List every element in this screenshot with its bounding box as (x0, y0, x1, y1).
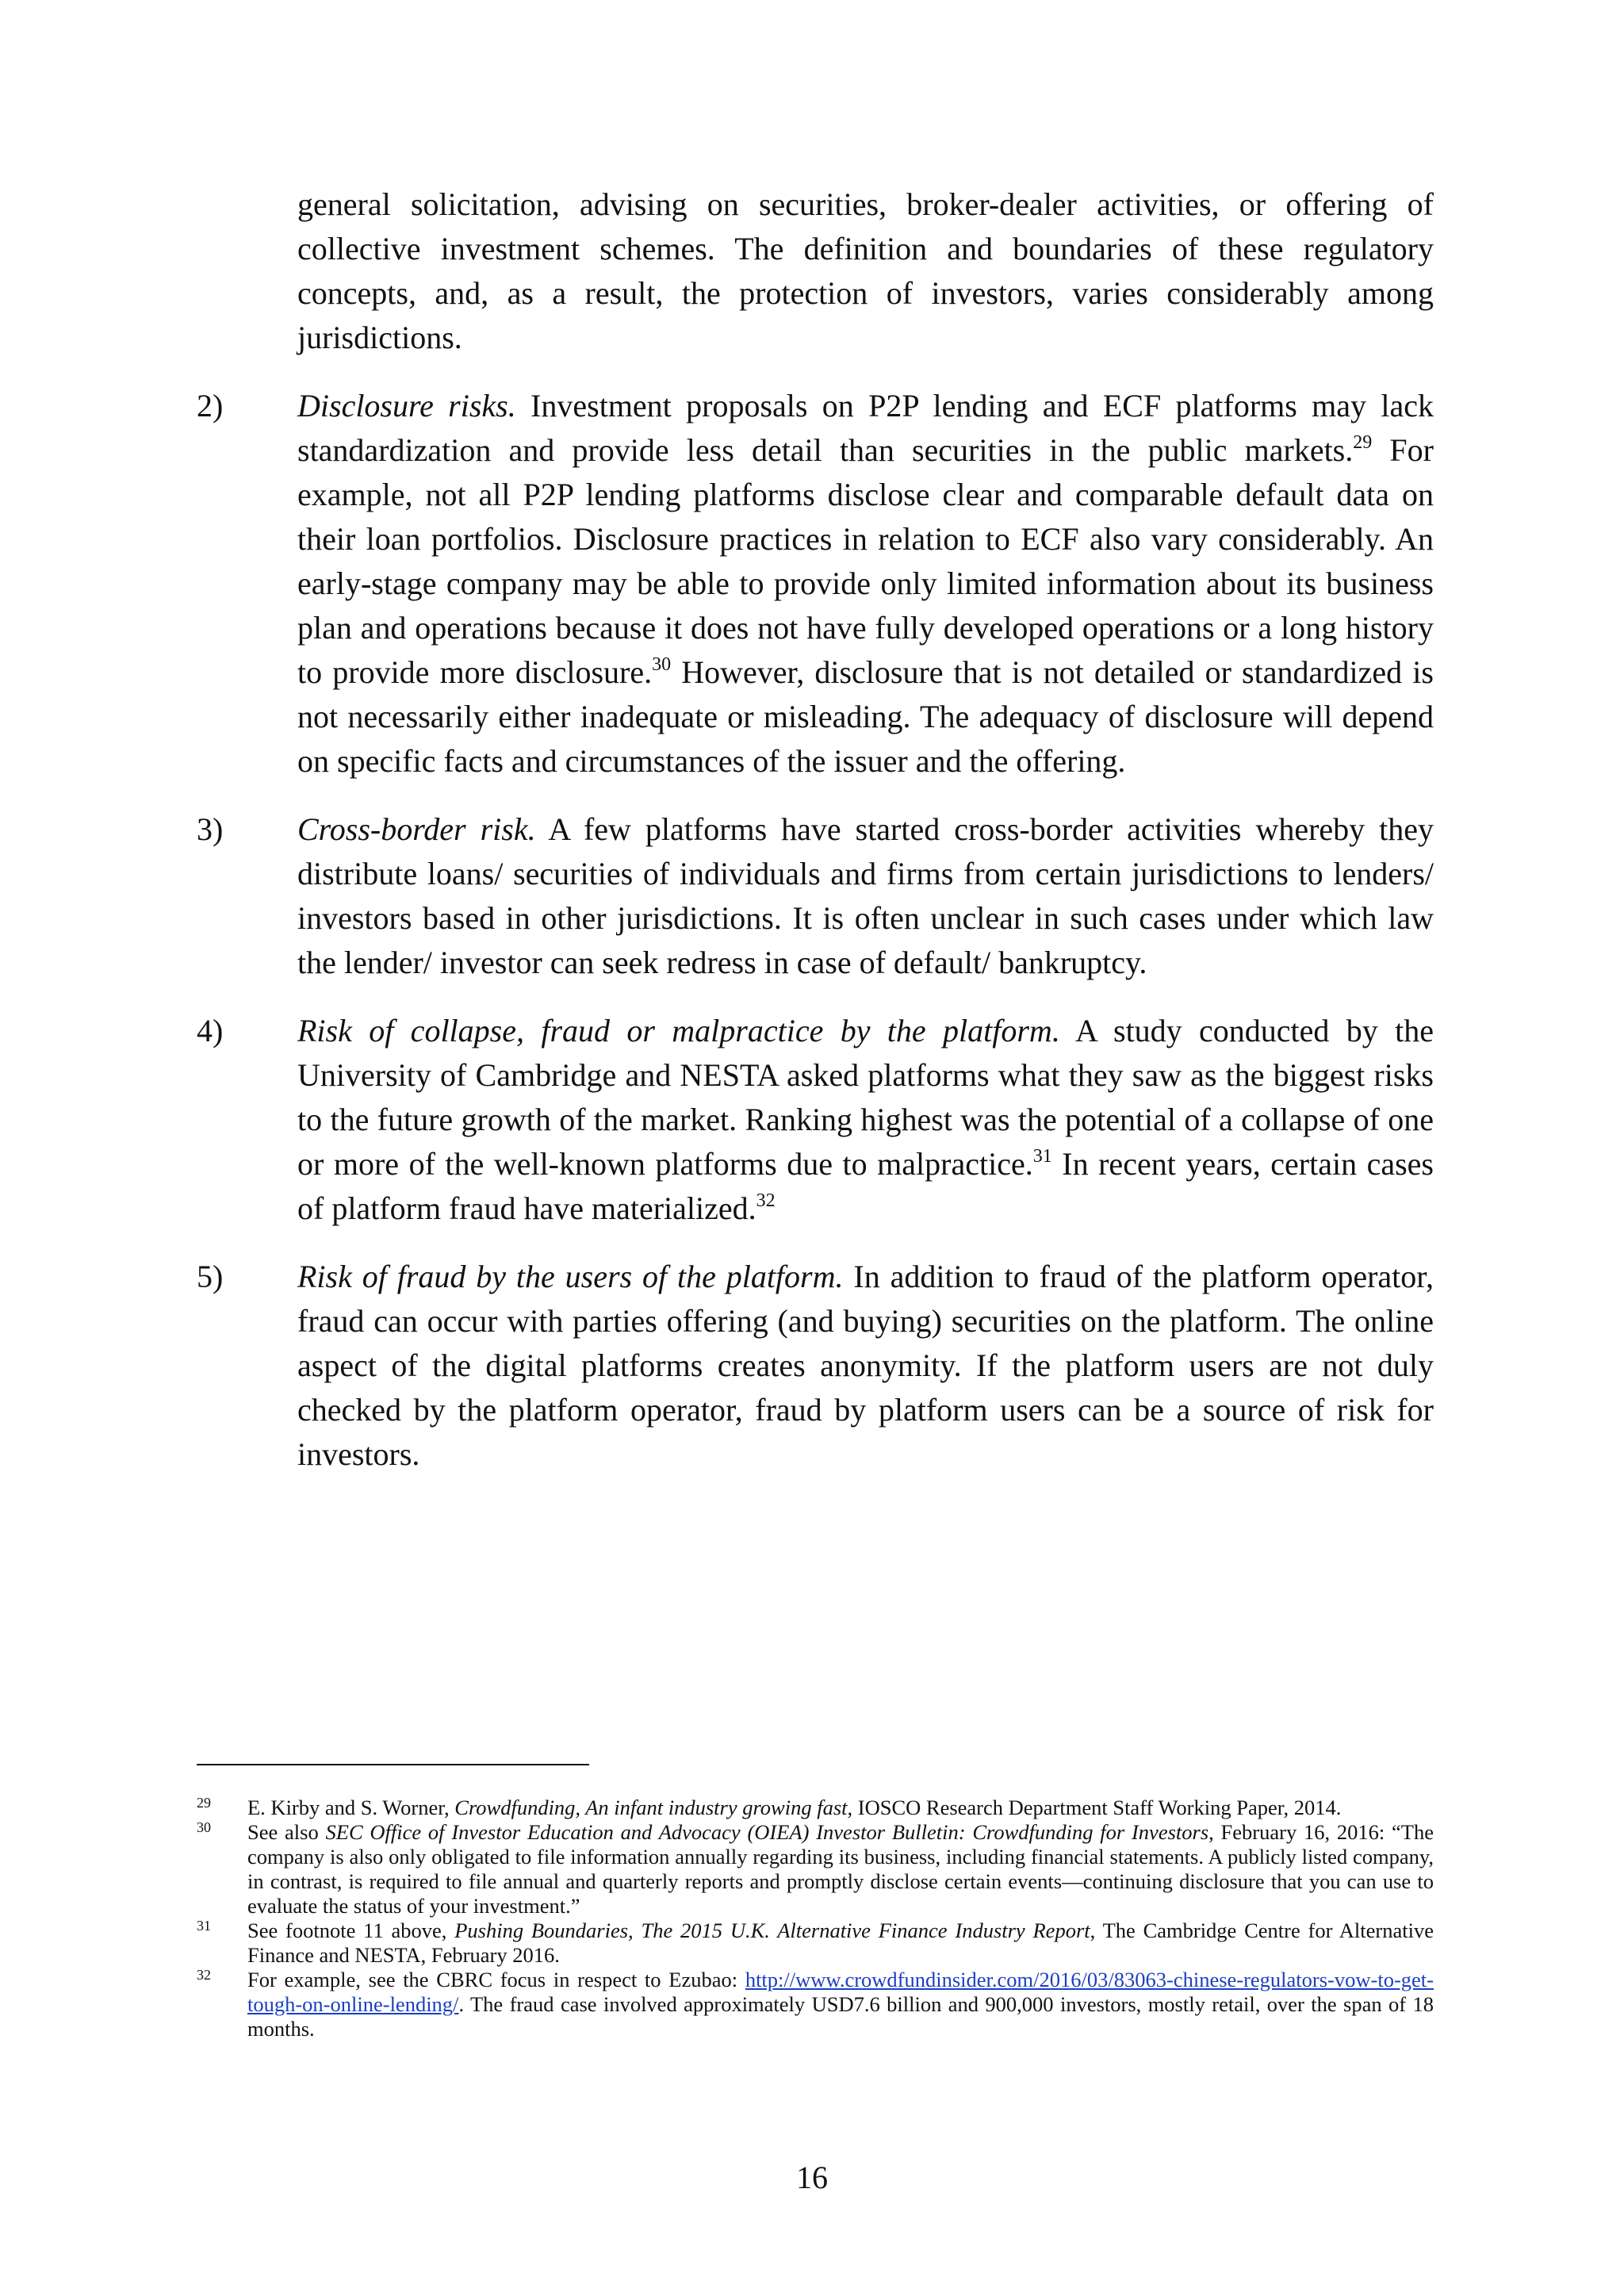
item-paragraph (297, 384, 1434, 784)
footnote-title: SEC Office of Investor Education and Advocacy (OIEA) Investor Bulletin: Crowdfunding for Investors (325, 1820, 1209, 1844)
footnote-number: 30 (197, 1819, 211, 1835)
item-paragraph (297, 1255, 1434, 1477)
footnote-number: 32 (197, 1967, 211, 1983)
footnote-text-part: E. Kirby and S. Worner, (247, 1796, 455, 1819)
list-item-user-fraud-risk (197, 1255, 1434, 1477)
footnote-number: 29 (197, 1795, 211, 1811)
footnote-text-part: , February 16, 2016: “The company is also only obligated to file information annually regarding its business, including financial statements. A publicly listed company, in contrast, is required to file annual and quarterly reports and promptly disclose certain events—continuing disclosure that you can use to evaluate the status of your investment.” (247, 1820, 1434, 1918)
page-number: 16 (796, 2160, 828, 2195)
footnote-ref-32[interactable]: 32 (756, 1190, 776, 1211)
list-item-cross-border-risk (197, 807, 1434, 985)
footnote-text-part: See footnote 11 above, (247, 1918, 455, 1942)
item-text: In recent years, certain cases of platform fraud have materialized. (297, 1146, 1434, 1226)
list-item-platform-collapse-risk (197, 1009, 1434, 1231)
item-number: 3) (197, 811, 224, 847)
footnote-text (247, 1796, 1434, 1820)
item-text: Investment proposals on P2P lending and ECF platforms may lack standardization and provide less detail than securities in the public markets. (297, 388, 1434, 468)
footnote-30 (197, 1820, 1434, 1918)
footnote-text (247, 1918, 1434, 1968)
footnote-ref-31[interactable]: 31 (1032, 1146, 1052, 1167)
footnote-text-part: , The Cambridge Centre for Alternative Finance and NESTA, February 2016. (247, 1918, 1434, 1967)
item-title: Disclosure risks. (297, 388, 516, 424)
footnote-ref-29[interactable]: 29 (1353, 432, 1373, 453)
list-item-disclosure-risks (197, 384, 1434, 784)
item-text: In addition to fraud of the platform operator, fraud can occur with parties offering (and buying) securities on the platform. The online aspect of the digital platforms creates anonymity. If the platform users are not duly checked by the platform operator, fraud by platform users can be a source of risk for investors. (297, 1259, 1434, 1472)
item-title: Risk of collapse, fraud or malpractice by the platform. (297, 1013, 1060, 1048)
item-paragraph (297, 807, 1434, 985)
footnote-text-part: . The fraud case involved approximately USD7.6 billion and 900,000 investors, mostly retail, over the span of 18 months. (247, 1992, 1434, 2041)
footnote-ref-30[interactable]: 30 (652, 654, 672, 675)
item-paragraph (297, 1009, 1434, 1231)
crowdfundinsider-link[interactable]: http://www.crowdfundinsider.com/2016/03/83063-chinese-regulators-vow-to-get-tough-on-online-lending/ (247, 1968, 1434, 2016)
item-text: For example, not all P2P lending platforms disclose clear and comparable default data on their loan portfolios. Disclosure practices in relation to ECF also vary considerably. An early-stage company may be able to provide only limited information about its business plan and operations because it does not have fully developed operations or a long history to provide more disclosure. (297, 432, 1434, 690)
footnote-title: Crowdfunding, An infant industry growing fast, (454, 1796, 853, 1819)
item-number: 4) (197, 1013, 224, 1048)
item-text: A few platforms have started cross-border activities whereby they distribute loans/ securities of individuals and firms from certain jurisdictions to lenders/ investors based in other jurisdictions. It is often unclear in such cases under which law the lender/ investor can seek redress in case of default/ bankruptcy. (297, 811, 1434, 980)
footnotes (197, 1796, 1434, 2041)
item-title: Cross-border risk. (297, 811, 536, 847)
footnote-text (247, 1820, 1434, 1918)
footnote-text-part: See also (247, 1820, 326, 1844)
intro-paragraph: general solicitation, advising on securities, broker-dealer activities, or offering of collective investment schemes. The definition and boundaries of these regulatory concepts, and, as a result, the protection of investors, varies considerably among jurisdictions. (297, 186, 1434, 355)
footnote-separator (197, 1764, 589, 1765)
footnote-number: 31 (197, 1918, 211, 1934)
footnote-31 (197, 1918, 1434, 1968)
item-number: 5) (197, 1259, 224, 1294)
item-text: However, disclosure that is not detailed or standardized is not necessarily either inadequate or misleading. The adequacy of disclosure will depend on specific facts and circumstances of the issuer and the offering. (297, 654, 1434, 779)
item-text: A study conducted by the University of Cambridge and NESTA asked platforms what they saw as the biggest risks to the future growth of the market. Ranking highest was the potential of a collapse of one or more of the well-known platforms due to malpractice. (297, 1013, 1434, 1182)
footnote-text (247, 1968, 1434, 2041)
footnote-32 (197, 1968, 1434, 2041)
item-number: 2) (197, 388, 224, 424)
item-title: Risk of fraud by the users of the platform. (297, 1259, 844, 1294)
footnote-text-part: IOSCO Research Department Staff Working Paper, 2014. (852, 1796, 1342, 1819)
footnote-29 (197, 1796, 1434, 1820)
footnote-title: Pushing Boundaries, The 2015 U.K. Alternative Finance Industry Report (454, 1918, 1090, 1942)
footnote-text-part: For example, see the CBRC focus in respect to Ezubao: (247, 1968, 745, 1991)
body-text (197, 182, 1434, 1477)
